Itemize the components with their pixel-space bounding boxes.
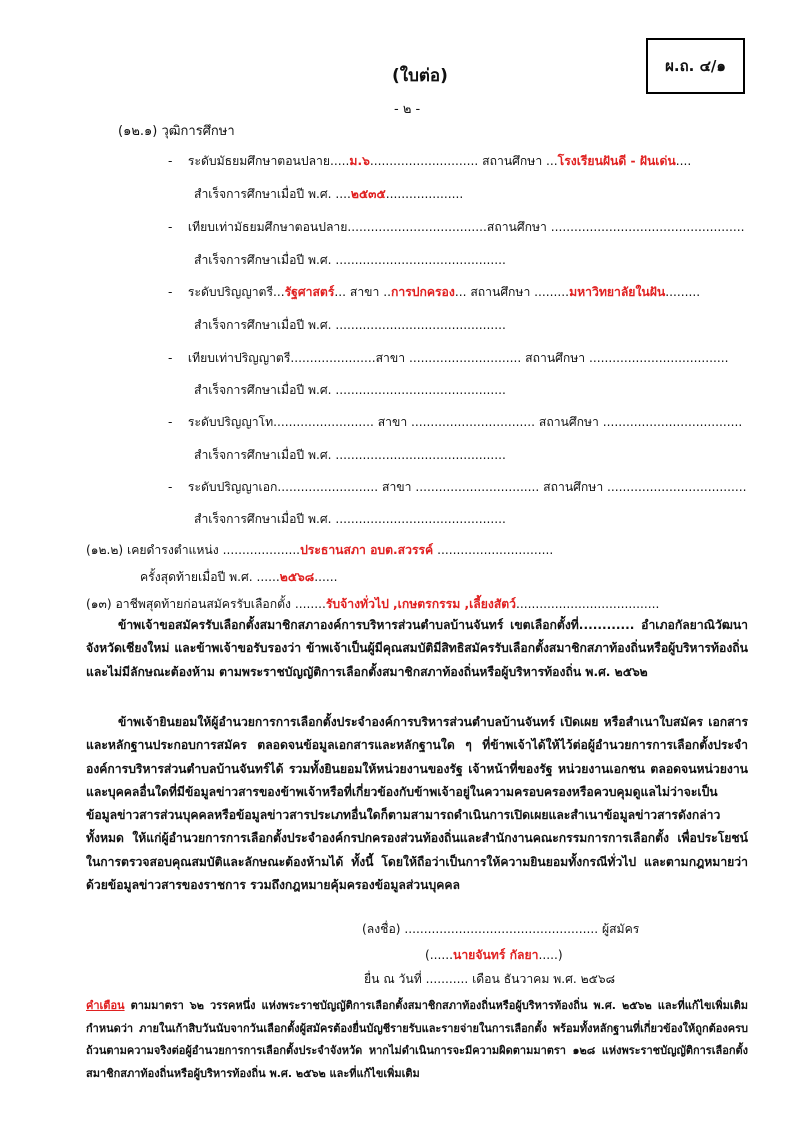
submission-date: ยื่น ณ วันที่ ........... เดือน ธันวาคม พ.ศ. ๒๕๖๘ [364, 972, 616, 986]
continuation-title: (ใบต่อ) [392, 66, 448, 86]
edu-item-2: - ระดับปริญญาตรี...รัฐศาสตร์... สาขา ..การปกครอง... สถานศึกษา .........มหาวิทยาลัยในฝัน......... [168, 285, 701, 299]
consent-paragraph: ข้าพเจ้ายินยอมให้ผู้อำนวยการการเลือกตั้งประจำองค์การบริหารส่วนตำบลบ้านจันทร์ เปิดเผย หรือสำเนาใบสมัคร เอกสารและหลักฐานประกอบการสมัคร ตลอดจนข้อมูลเอกสารและหลักฐานใด ๆ ที่ข้าพเจ้าได้ให้ไว้ต่อผู้อำนวยการการเลือกตั้งประจำองค์การบริหารส่วนตำบลบ้านจันทร์ได้ รวมทั้งยินยอมให้หน่วยงานของรัฐ เจ้าหน้าที่ของรัฐ หน่วยงานเอกชน ตลอดจนหน่วยงานและบุคคลอื่นใดที่มีข้อมูลข่าวสารของข้าพเจ้าหรือที่เกี่ยวข้องกับข้าพเจ้าอยู่ในความครอบครองหรือควบคุมดูแลไม่ว่าจะเป็นข้อมูลข่าวสารส่วนบุคคลหรือข้อมูลข่าวสารประเภทอื่นใดก็ตามสามารถดำเนินการเปิดเผยและสำเนาข้อมูลข่าวสารดังกล่าวทั้งหมด ให้แก่ผู้อำนวยการการเลือกตั้งประจำองค์กรปกครองส่วนท้องถิ่นและสำนักงานคณะกรรมการการเลือกตั้ง เพื่อประโยชน์ในการตรวจสอบคุณสมบัติและลักษณะต้องห้ามได้ ทั้งนี้ โดยให้ถือว่าเป็นการให้ความยินยอมทั้งกรณีทั่วไป และตามกฎหมายว่าด้วยข้อมูลข่าวสารของราชการ รวมถึงกฎหมายคุ้มครองข้อมูลส่วนบุคคล [86, 715, 748, 893]
edu-item-5-year: สำเร็จการศึกษาเมื่อปี พ.ศ. ............................................ [194, 512, 506, 526]
edu-item-5: - ระดับปริญญาเอก.......................... สาขา ................................ สถานศึกษา .................................... [168, 480, 747, 494]
edu-item-3: - เทียบเท่าปริญญาตรี......................สาขา ............................. สถานศึกษา .................................... [168, 351, 729, 365]
signature-line: (ลงชื่อ) .................................................. ผู้สมัคร [362, 922, 640, 936]
warning-note: คำเตือน ตามมาตรา ๖๒ วรรคหนึ่ง แห่งพระราชบัญญัติการเลือกตั้งสมาชิกสภาท้องถิ่นหรือผู้บริหารท้องถิ่น พ.ศ. ๒๕๖๒ และที่แก้ไขเพิ่มเติม กำหนดว่า ภายในเก้าสิบวันนับจากวันเลือกตั้งผู้สมัครต้องยื่นบัญชีรายรับและรายจ่ายในการเลือกตั้ง พร้อมทั้งหลักฐานที่เกี่ยวข้องให้ถูกต้องครบถ้วนตามความจริงต่อผู้อำนวยการการเลือกตั้งประจำจังหวัด หากไม่ดำเนินการจะมีความผิดตามมาตรา ๑๒๘ แห่งพระราชบัญญัติการเลือกตั้งสมาชิกสภาท้องถิ่นหรือผู้บริหารท้องถิ่น พ.ศ. ๒๕๖๒ และที่แก้ไขเพิ่มเติม [86, 999, 748, 1080]
edu-item-0: - ระดับมัธยมศึกษาตอนปลาย.....ม.๖............................ สถานศึกษา ...โรงเรียนฝันดี - ฝันเด่น.... [168, 154, 692, 168]
former-position-year: ครั้งสุดท้ายเมื่อปี พ.ศ. ......๒๕๖๘...... [140, 570, 338, 584]
edu-item-0-year: สำเร็จการศึกษาเมื่อปี พ.ศ. ....๒๕๓๕.................... [194, 187, 464, 201]
applicant-name: (......นายจันทร์ กัลยา.....) [425, 948, 563, 962]
former-position: (๑๒.๒) เคยดำรงตำแหน่ง ....................ประธานสภา อบต.สวรรค์ .............................. [86, 543, 554, 557]
last-occupation: (๑๓) อาชีพสุดท้ายก่อนสมัครรับเลือกตั้ง ........รับจ้างทั่วไป ,เกษตรกรรม ,เลี้ยงสัตว์..................................... [86, 597, 660, 611]
edu-item-3-year: สำเร็จการศึกษาเมื่อปี พ.ศ. ............................................ [194, 383, 506, 397]
education-heading: (๑๒.๑) วุฒิการศึกษา [118, 124, 235, 139]
edu-item-2-year: สำเร็จการศึกษาเมื่อปี พ.ศ. ............................................ [194, 318, 506, 332]
form-code-box [646, 38, 745, 94]
edu-item-1-year: สำเร็จการศึกษาเมื่อปี พ.ศ. ............................................ [194, 253, 506, 267]
declaration-paragraph: ข้าพเจ้าขอสมัครรับเลือกตั้งสมาชิกสภาองค์การบริหารส่วนตำบลบ้านจันทร์ เขตเลือกตั้งที่............ อำเภอกัลยาณิวัฒนา จังหวัดเชียงใหม่ และข้าพเจ้าขอรับรองว่า ข้าพเจ้าเป็นผู้มีคุณสมบัติมีสิทธิสมัครรับเลือกตั้งสมาชิกสภาท้องถิ่นหรือผู้บริหารท้องถิ่นและไม่มีลักษณะต้องห้าม ตามพระราชบัญญัติการเลือกตั้งสมาชิกสภาท้องถิ่นหรือผู้บริหารท้องถิ่น พ.ศ. ๒๕๖๒ [86, 618, 748, 679]
edu-item-4-year: สำเร็จการศึกษาเมื่อปี พ.ศ. ............................................ [194, 448, 506, 462]
edu-item-1: - เทียบเท่ามัธยมศึกษาตอนปลาย....................................สถานศึกษา .................................................. [168, 220, 745, 234]
warning-label: คำเตือน [86, 999, 125, 1012]
edu-item-4: - ระดับปริญญาโท.......................... สาขา ................................ สถานศึกษา .................................... [168, 415, 743, 429]
page-number: - ๒ - [394, 102, 421, 117]
form-code: ผ.ถ. ๔/๑ [665, 57, 726, 75]
